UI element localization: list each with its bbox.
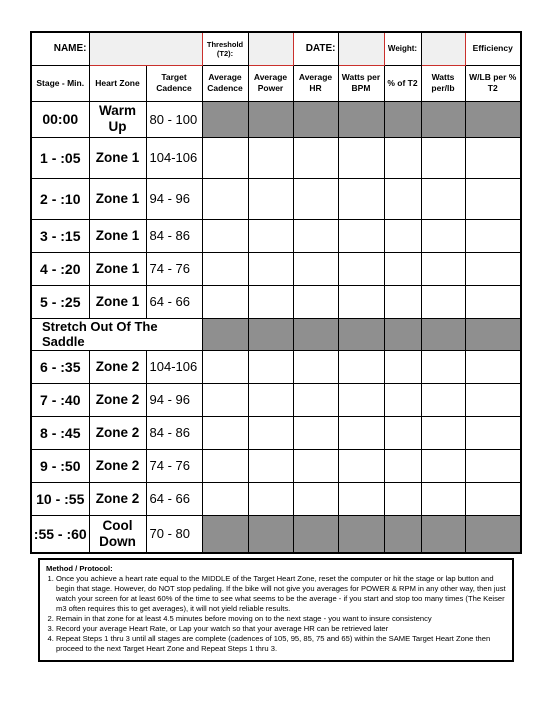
entry-cell[interactable]	[421, 449, 465, 482]
stage-row	[31, 137, 521, 178]
entry-cell[interactable]	[384, 449, 421, 482]
target-cadence-cell: 94 - 96	[146, 178, 202, 219]
stage-cell: 10 - :55	[31, 482, 89, 515]
shaded-cell	[338, 101, 384, 137]
shaded-cell	[384, 101, 421, 137]
entry-cell[interactable]	[202, 449, 248, 482]
entry-cell[interactable]	[202, 383, 248, 416]
entry-cell[interactable]	[465, 416, 521, 449]
stage-cell: 9 - :50	[31, 449, 89, 482]
entry-cell[interactable]	[384, 137, 421, 178]
entry-cell[interactable]	[248, 252, 293, 285]
column-header: Target Cadence	[146, 65, 202, 101]
shaded-cell	[248, 515, 293, 553]
heart-zone-cell: Zone 2	[89, 449, 146, 482]
heart-zone-cell: Zone 2	[89, 350, 146, 383]
shaded-cell	[202, 101, 248, 137]
entry-cell[interactable]	[465, 252, 521, 285]
entry-cell[interactable]	[248, 350, 293, 383]
shaded-cell	[384, 515, 421, 553]
shaded-cell	[248, 318, 293, 350]
stage-cell: 5 - :25	[31, 285, 89, 318]
heart-zone-cell: Zone 1	[89, 252, 146, 285]
entry-cell[interactable]	[293, 449, 338, 482]
entry-cell[interactable]	[202, 137, 248, 178]
stage-cell: 2 - :10	[31, 178, 89, 219]
entry-cell[interactable]	[384, 383, 421, 416]
shaded-cell	[421, 515, 465, 553]
shaded-cell	[465, 318, 521, 350]
shaded-cell	[465, 515, 521, 553]
target-cadence-cell: 74 - 76	[146, 252, 202, 285]
name-field[interactable]	[89, 32, 202, 65]
entry-cell[interactable]	[293, 350, 338, 383]
weight-label: Weight:	[384, 32, 421, 65]
column-header-row	[31, 65, 521, 101]
entry-cell[interactable]	[384, 416, 421, 449]
entry-cell[interactable]	[421, 252, 465, 285]
entry-cell[interactable]	[338, 285, 384, 318]
entry-cell[interactable]	[248, 482, 293, 515]
protocol-step: 2. Remain in that zone for at least 4.5 minutes before moving on to the next stage - you want to insure consistency	[56, 614, 506, 624]
protocol-step: 4. Repeat Steps 1 thru 3 until all stages are complete (cadences of 105, 95, 85, 75 and 65) within the SAME Target Heart Zone then proceed to the next Target Heart Zone and Repeat Steps 1 thru 3.	[56, 634, 506, 654]
entry-cell[interactable]	[338, 482, 384, 515]
stage-cell: 00:00	[31, 101, 89, 137]
stage-row	[31, 416, 521, 449]
entry-cell[interactable]	[384, 350, 421, 383]
protocol-box	[38, 558, 514, 662]
entry-cell[interactable]	[421, 350, 465, 383]
shaded-cell	[202, 318, 248, 350]
target-cadence-cell: 94 - 96	[146, 383, 202, 416]
stage-row	[31, 219, 521, 252]
stage-row	[31, 350, 521, 383]
column-header: Watts per/lb	[421, 65, 465, 101]
stage-cell: 8 - :45	[31, 416, 89, 449]
stage-row	[31, 449, 521, 482]
entry-cell[interactable]	[293, 252, 338, 285]
column-header: Average Cadence	[202, 65, 248, 101]
stage-log-table	[30, 31, 522, 554]
stage-row	[31, 383, 521, 416]
target-cadence-cell: 70 - 80	[146, 515, 202, 553]
column-header: W/LB per % T2	[465, 65, 521, 101]
stage-row	[31, 285, 521, 318]
column-header: Heart Zone	[89, 65, 146, 101]
entry-cell[interactable]	[421, 482, 465, 515]
entry-cell[interactable]	[202, 252, 248, 285]
entry-cell[interactable]	[293, 383, 338, 416]
shaded-cell	[465, 101, 521, 137]
stage-row	[31, 515, 521, 553]
entry-cell[interactable]	[293, 178, 338, 219]
entry-cell[interactable]	[202, 219, 248, 252]
date-field[interactable]	[338, 32, 384, 65]
heart-zone-cell: Warm Up	[89, 101, 146, 137]
entry-cell[interactable]	[338, 383, 384, 416]
name-label: NAME:	[31, 32, 89, 65]
target-cadence-cell: 104-106	[146, 350, 202, 383]
shaded-cell	[202, 515, 248, 553]
stage-cell: 1 - :05	[31, 137, 89, 178]
test-log-sheet	[30, 31, 520, 554]
heart-zone-cell: Cool Down	[89, 515, 146, 553]
target-cadence-cell: 64 - 66	[146, 482, 202, 515]
column-header: Average HR	[293, 65, 338, 101]
entry-cell[interactable]	[465, 285, 521, 318]
entry-cell[interactable]	[338, 416, 384, 449]
entry-cell[interactable]	[465, 350, 521, 383]
target-cadence-cell: 84 - 86	[146, 416, 202, 449]
stretch-row	[31, 318, 521, 350]
threshold-label: Threshold (T2):	[202, 32, 248, 65]
entry-cell[interactable]	[338, 178, 384, 219]
entry-cell[interactable]	[384, 482, 421, 515]
heart-zone-cell: Zone 1	[89, 137, 146, 178]
shaded-cell	[293, 101, 338, 137]
entry-cell[interactable]	[248, 383, 293, 416]
heart-zone-cell: Zone 2	[89, 383, 146, 416]
entry-cell[interactable]	[338, 219, 384, 252]
entry-cell[interactable]	[248, 178, 293, 219]
heart-zone-cell: Zone 2	[89, 482, 146, 515]
weight-field[interactable]	[421, 32, 465, 65]
stage-row	[31, 482, 521, 515]
column-header: Average Power	[248, 65, 293, 101]
entry-cell[interactable]	[248, 137, 293, 178]
entry-cell[interactable]	[248, 285, 293, 318]
entry-cell[interactable]	[384, 285, 421, 318]
shaded-cell	[293, 515, 338, 553]
entry-cell[interactable]	[421, 178, 465, 219]
entry-cell[interactable]	[248, 219, 293, 252]
entry-cell[interactable]	[293, 482, 338, 515]
shaded-cell	[421, 318, 465, 350]
entry-cell[interactable]	[338, 449, 384, 482]
entry-cell[interactable]	[465, 219, 521, 252]
protocol-title: Method / Protocol:	[46, 564, 113, 573]
entry-cell[interactable]	[248, 416, 293, 449]
entry-cell[interactable]	[421, 383, 465, 416]
target-cadence-cell: 74 - 76	[146, 449, 202, 482]
stage-cell: 3 - :15	[31, 219, 89, 252]
entry-cell[interactable]	[465, 449, 521, 482]
entry-cell[interactable]	[248, 449, 293, 482]
column-header: % of T2	[384, 65, 421, 101]
entry-cell[interactable]	[202, 350, 248, 383]
entry-cell[interactable]	[293, 416, 338, 449]
stage-row	[31, 252, 521, 285]
shaded-cell	[338, 515, 384, 553]
protocol-step: 3. Record your average Heart Rate, or Lap your watch so that your average HR can be retrieved later	[56, 624, 506, 634]
shaded-cell	[338, 318, 384, 350]
efficiency-label: Efficiency	[465, 32, 521, 65]
column-header: Stage - Min.	[31, 65, 89, 101]
shaded-cell	[384, 318, 421, 350]
entry-cell[interactable]	[202, 285, 248, 318]
entry-cell[interactable]	[293, 285, 338, 318]
entry-cell[interactable]	[202, 178, 248, 219]
stage-cell: 7 - :40	[31, 383, 89, 416]
column-header: Watts per BPM	[338, 65, 384, 101]
entry-cell[interactable]	[421, 137, 465, 178]
protocol-steps	[46, 574, 506, 654]
target-cadence-cell: 104-106	[146, 137, 202, 178]
info-row	[31, 32, 521, 65]
entry-cell[interactable]	[421, 285, 465, 318]
stage-cell: 4 - :20	[31, 252, 89, 285]
entry-cell[interactable]	[293, 219, 338, 252]
entry-cell[interactable]	[421, 219, 465, 252]
entry-cell[interactable]	[465, 137, 521, 178]
entry-cell[interactable]	[384, 219, 421, 252]
entry-cell[interactable]	[465, 383, 521, 416]
heart-zone-cell: Zone 1	[89, 178, 146, 219]
entry-cell[interactable]	[202, 416, 248, 449]
stage-row	[31, 101, 521, 137]
heart-zone-cell: Zone 2	[89, 416, 146, 449]
entry-cell[interactable]	[202, 482, 248, 515]
stage-cell: :55 - :60	[31, 515, 89, 553]
heart-zone-cell: Zone 1	[89, 219, 146, 252]
entry-cell[interactable]	[338, 137, 384, 178]
target-cadence-cell: 80 - 100	[146, 101, 202, 137]
entry-cell[interactable]	[465, 178, 521, 219]
stretch-label: Stretch Out Of The Saddle	[31, 318, 202, 350]
entry-cell[interactable]	[384, 252, 421, 285]
entry-cell[interactable]	[293, 137, 338, 178]
entry-cell[interactable]	[338, 350, 384, 383]
target-cadence-cell: 84 - 86	[146, 219, 202, 252]
target-cadence-cell: 64 - 66	[146, 285, 202, 318]
shaded-cell	[293, 318, 338, 350]
stage-row	[31, 178, 521, 219]
entry-cell[interactable]	[465, 482, 521, 515]
heart-zone-cell: Zone 1	[89, 285, 146, 318]
threshold-field[interactable]	[248, 32, 293, 65]
protocol-step: 1. Once you achieve a heart rate equal to the MIDDLE of the Target Heart Zone, reset the computer or hit the stage or lap button and begin that stage. However, do NOT stop pedaling. If the bike will not give you averages for POWER & RPM in any other way, then just watch your screen for at least 60% of the time to see what seems to be the average - if you start and stop too many times (The Keiser m3 often requires this to get averages), it will not yield reliable results.	[56, 574, 506, 614]
date-label: DATE:	[293, 32, 338, 65]
shaded-cell	[421, 101, 465, 137]
entry-cell[interactable]	[421, 416, 465, 449]
entry-cell[interactable]	[384, 178, 421, 219]
shaded-cell	[248, 101, 293, 137]
stage-cell: 6 - :35	[31, 350, 89, 383]
entry-cell[interactable]	[338, 252, 384, 285]
